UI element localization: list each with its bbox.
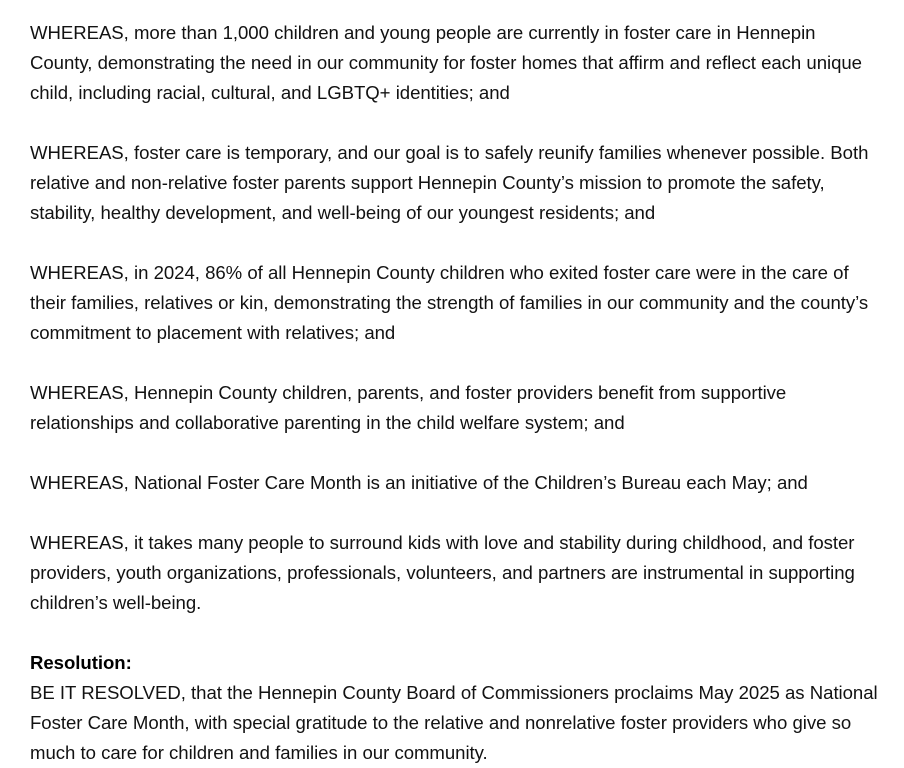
whereas-clause-1: WHEREAS, more than 1,000 children and young people are currently in foster care in Hennepin County, demonstrating the need in our community for foster homes that affirm and reflect each unique child, including racial, cultural, and LGBTQ+ identities; and: [30, 22, 862, 103]
resolution-heading: Resolution:: [30, 652, 132, 673]
whereas-clause-3: WHEREAS, in 2024, 86% of all Hennepin County children who exited foster care were in the care of their families, relatives or kin, demonstrating the strength of families in our community and the county’s commitment to placement with relatives; and: [30, 262, 869, 343]
whereas-clause-6: WHEREAS, it takes many people to surround kids with love and stability during childhood, and foster providers, youth organizations, professionals, volunteers, and partners are instrumental in supporting children’s well-being.: [30, 532, 855, 613]
document-body: [30, 18, 880, 768]
whereas-clause-2: WHEREAS, foster care is temporary, and our goal is to safely reunify families whenever possible. Both relative and non-relative foster parents support Hennepin County’s mission to promote the safety, stability, healthy development, and well-being of our youngest residents; and: [30, 142, 869, 223]
whereas-clause-4: WHEREAS, Hennepin County children, parents, and foster providers benefit from supportive relationships and collaborative parenting in the child welfare system; and: [30, 382, 787, 433]
resolution-body-text: BE IT RESOLVED, that the Hennepin County Board of Commissioners proclaims May 2025 as National Foster Care Month, with special gratitude to the relative and nonrelative foster providers who give so much to care for children and families in our community.: [30, 682, 878, 763]
resolution-section: [30, 648, 880, 768]
whereas-clause-5: WHEREAS, National Foster Care Month is an initiative of the Children’s Bureau each May; and: [30, 472, 808, 493]
